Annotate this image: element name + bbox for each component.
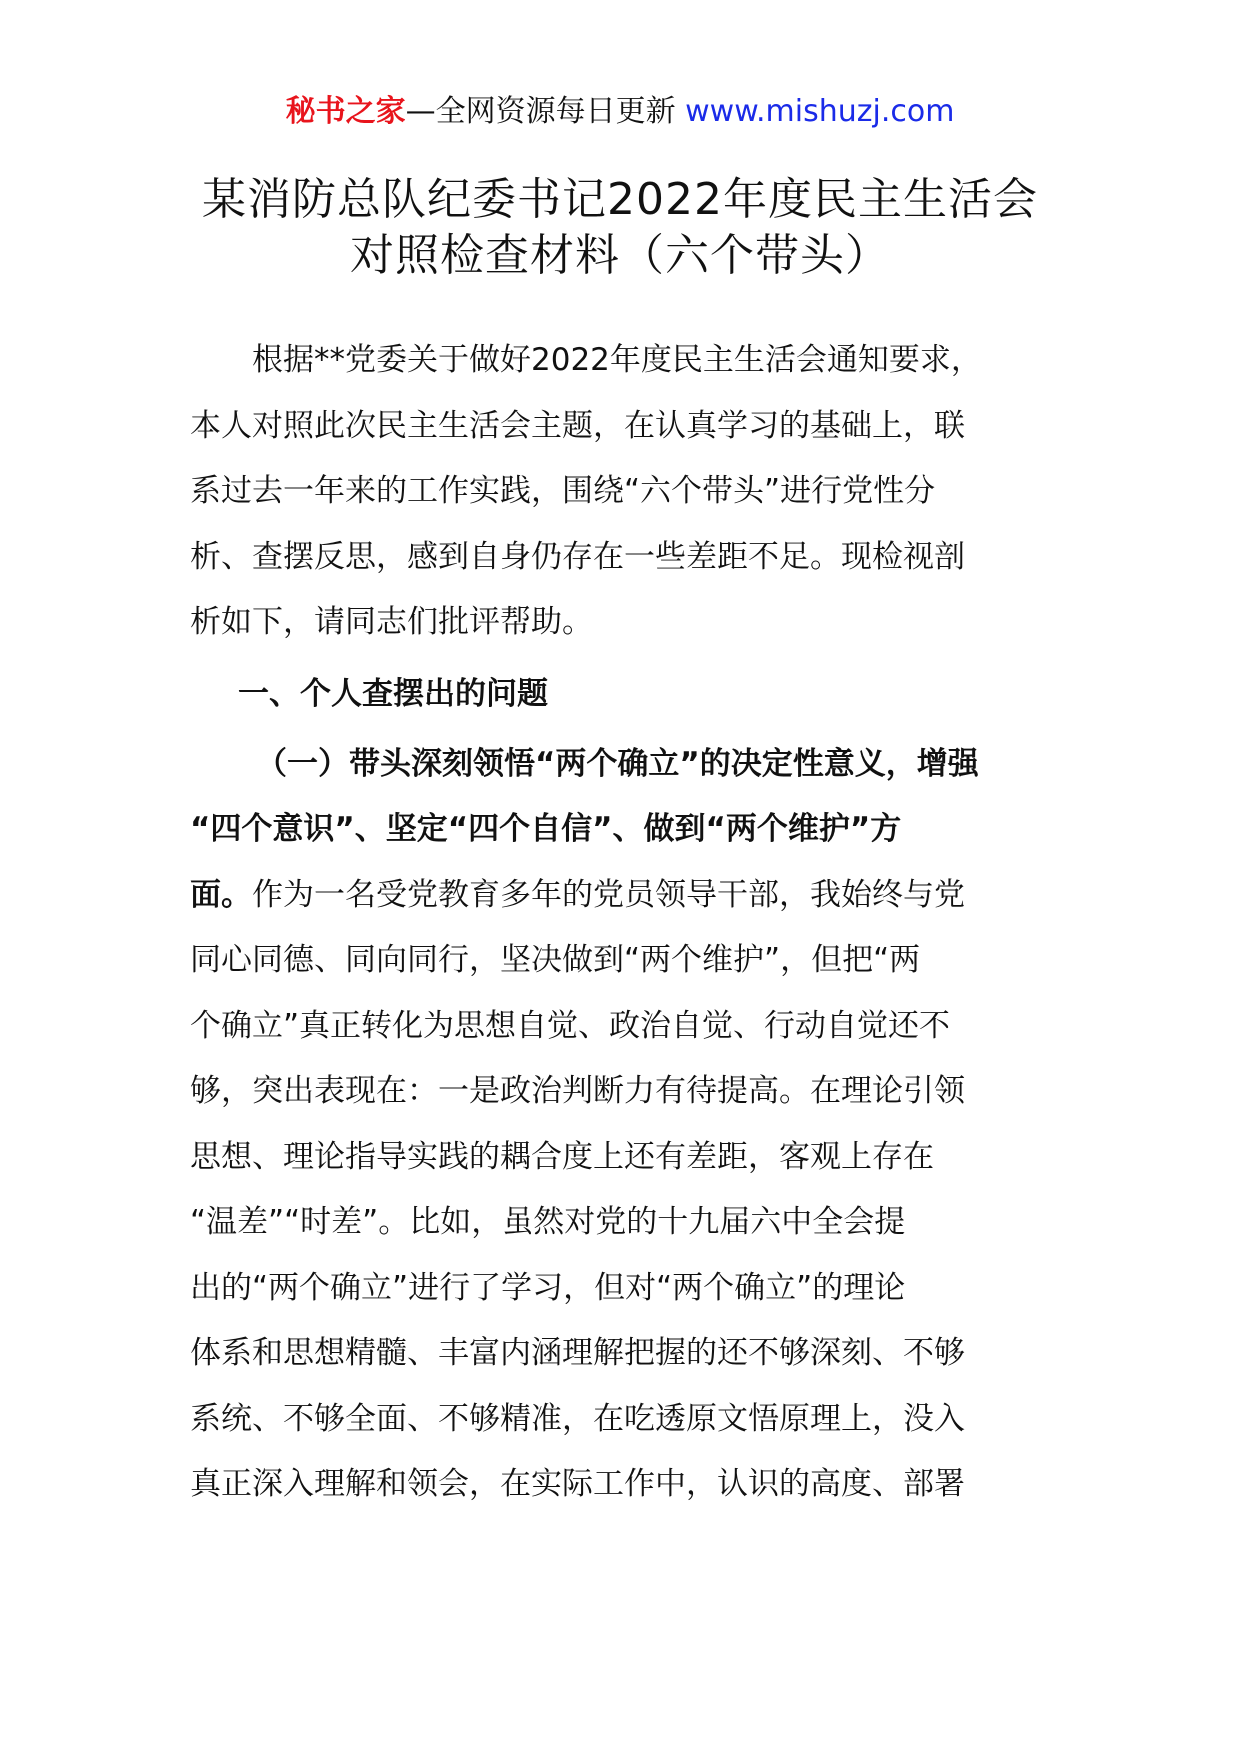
paragraph-line: 根据**党委关于做好2022年度民主生活会通知要求，: [252, 342, 982, 378]
title-line: 对照检查材料（六个带头）: [350, 230, 890, 281]
paragraph-text: 作为一名受党教育多年的党员领导干部，我始终与党: [252, 876, 965, 913]
subsection-heading-line: “四个意识”、坚定“四个自信”、做到“两个维护”方: [190, 811, 902, 847]
paragraph-line: 够，突出表现在：一是政治判断力有待提高。在理论引领: [190, 1073, 965, 1109]
subsection-heading-end: 面。: [190, 876, 252, 913]
paragraph-line: 思想、理论指导实践的耦合度上还有差距，客观上存在: [190, 1138, 934, 1175]
document-title: [0, 172, 1240, 284]
paragraph-line: “温差”“时差”。比如，虽然对党的十九届六中全会提: [190, 1204, 906, 1240]
paragraph-line: 出的“两个确立”进行了学习，但对“两个确立”的理论: [190, 1269, 906, 1306]
header-slogan: —全网资源每日更新: [405, 94, 676, 129]
paragraph-line: 系统、不够全面、不够精准，在吃透原文悟原理上，没入: [190, 1400, 965, 1437]
section-heading: 一、个人查摆出的问题: [238, 675, 548, 712]
document-body: [190, 328, 1050, 1518]
paragraph-line: 析如下，请同志们批评帮助。: [190, 604, 593, 640]
title-line: 某消防总队纪委书记2022年度民主生活会: [202, 174, 1038, 225]
paragraph-line: 体系和思想精髓、丰富内涵理解把握的还不够深刻、不够: [190, 1335, 965, 1371]
paragraph-line: 析、查摆反思，感到自身仍存在一些差距不足。现检视剖: [190, 538, 965, 575]
paragraph-line: 本人对照此次民主生活会主题，在认真学习的基础上，联: [190, 407, 965, 444]
paragraph-line: [190, 863, 1050, 929]
subsection-heading-line: （一）带头深刻领悟“两个确立”的决定性意义，增强: [256, 745, 979, 782]
paragraph-line: 真正深入理解和领会，在实际工作中，认识的高度、部署: [190, 1466, 965, 1502]
site-header: [0, 92, 1240, 132]
site-link[interactable]: www.mishuzj.com: [685, 94, 955, 129]
paragraph-line: 同心同德、同向同行，坚决做到“两个维护”，但把“两: [190, 942, 921, 978]
brand-name: 秘书之家: [285, 94, 406, 129]
paragraph-line: 系过去一年来的工作实践，围绕“六个带头”进行党性分: [190, 473, 936, 509]
paragraph-line: 个确立”真正转化为思想自觉、政治自觉、行动自觉还不: [190, 1007, 951, 1044]
